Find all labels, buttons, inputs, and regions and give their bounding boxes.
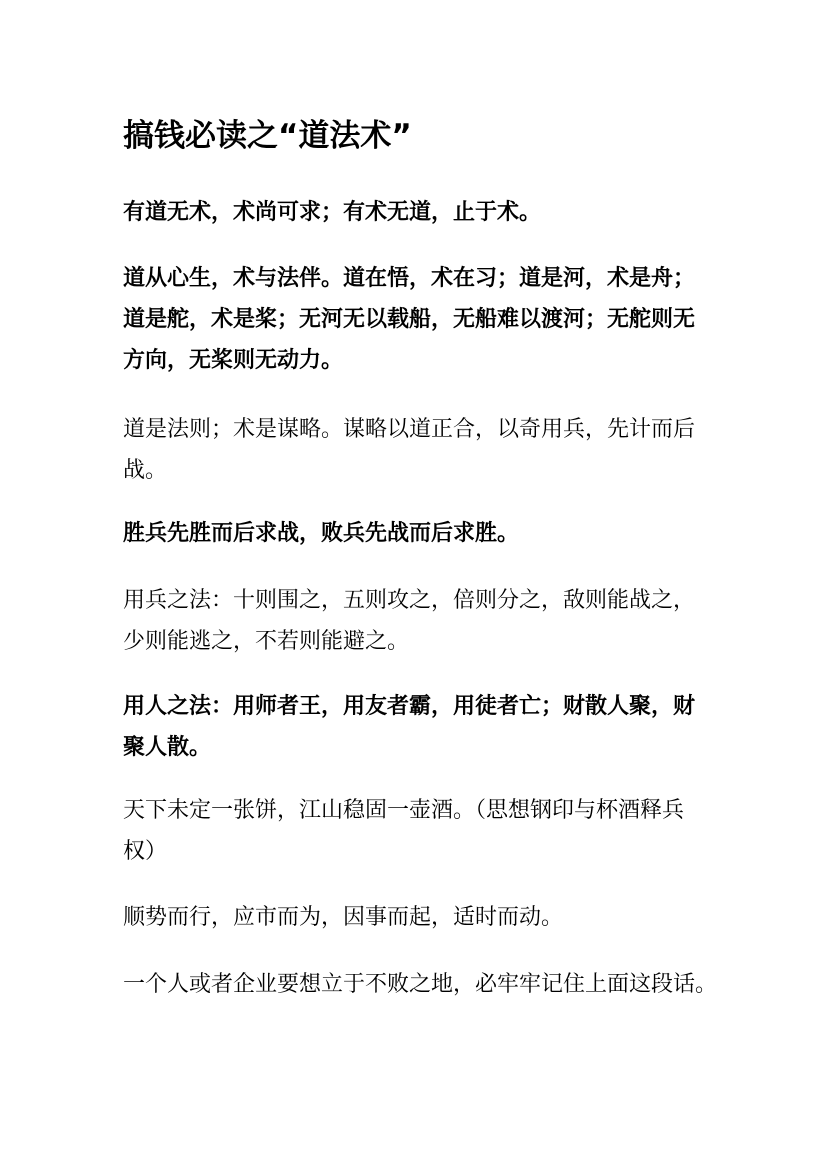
paragraph-yong-bing-zhi-fa: 用兵之法：十则围之，五则攻之，倍则分之，敌则能战之，少则能逃之，不若则能避之。 [123,588,696,654]
paragraph-dao-cong-xin-sheng: 道从心生，术与法伴。道在悟，术在习；道是河，术是舟；道是舵，术是桨；无河无以载船，无船难以渡河；无舵则无方向，无桨则无动力。 [123,266,696,373]
paragraph-tian-xia-wei-ding: 天下未定一张饼，江山稳固一壶酒。（思想钢印与杯酒释兵权） [123,798,685,864]
paragraph-sheng-bing: 胜兵先胜而后求战，败兵先战而后求胜。 [123,521,520,546]
paragraph-dao-shi-fa-ze: 道是法则；术是谋略。谋略以道正合，以奇用兵，先计而后战。 [123,417,696,483]
paragraph-conclusion: 一个人或者企业要想立于不败之地，必牢牢记住上面这段话。 [123,972,718,997]
paragraph-dao-wu-shu: 有道无术，术尚可求；有术无道，止于术。 [123,200,542,225]
paragraph-yong-ren-zhi-fa: 用人之法：用师者王，用友者霸，用徒者亡；财散人聚，财聚人散。 [123,694,696,760]
document-title: 搞钱必读之“道法术” [123,118,412,154]
paragraph-shun-shi-er-xing: 顺势而行，应市而为，因事而起，适时而动。 [123,905,564,930]
